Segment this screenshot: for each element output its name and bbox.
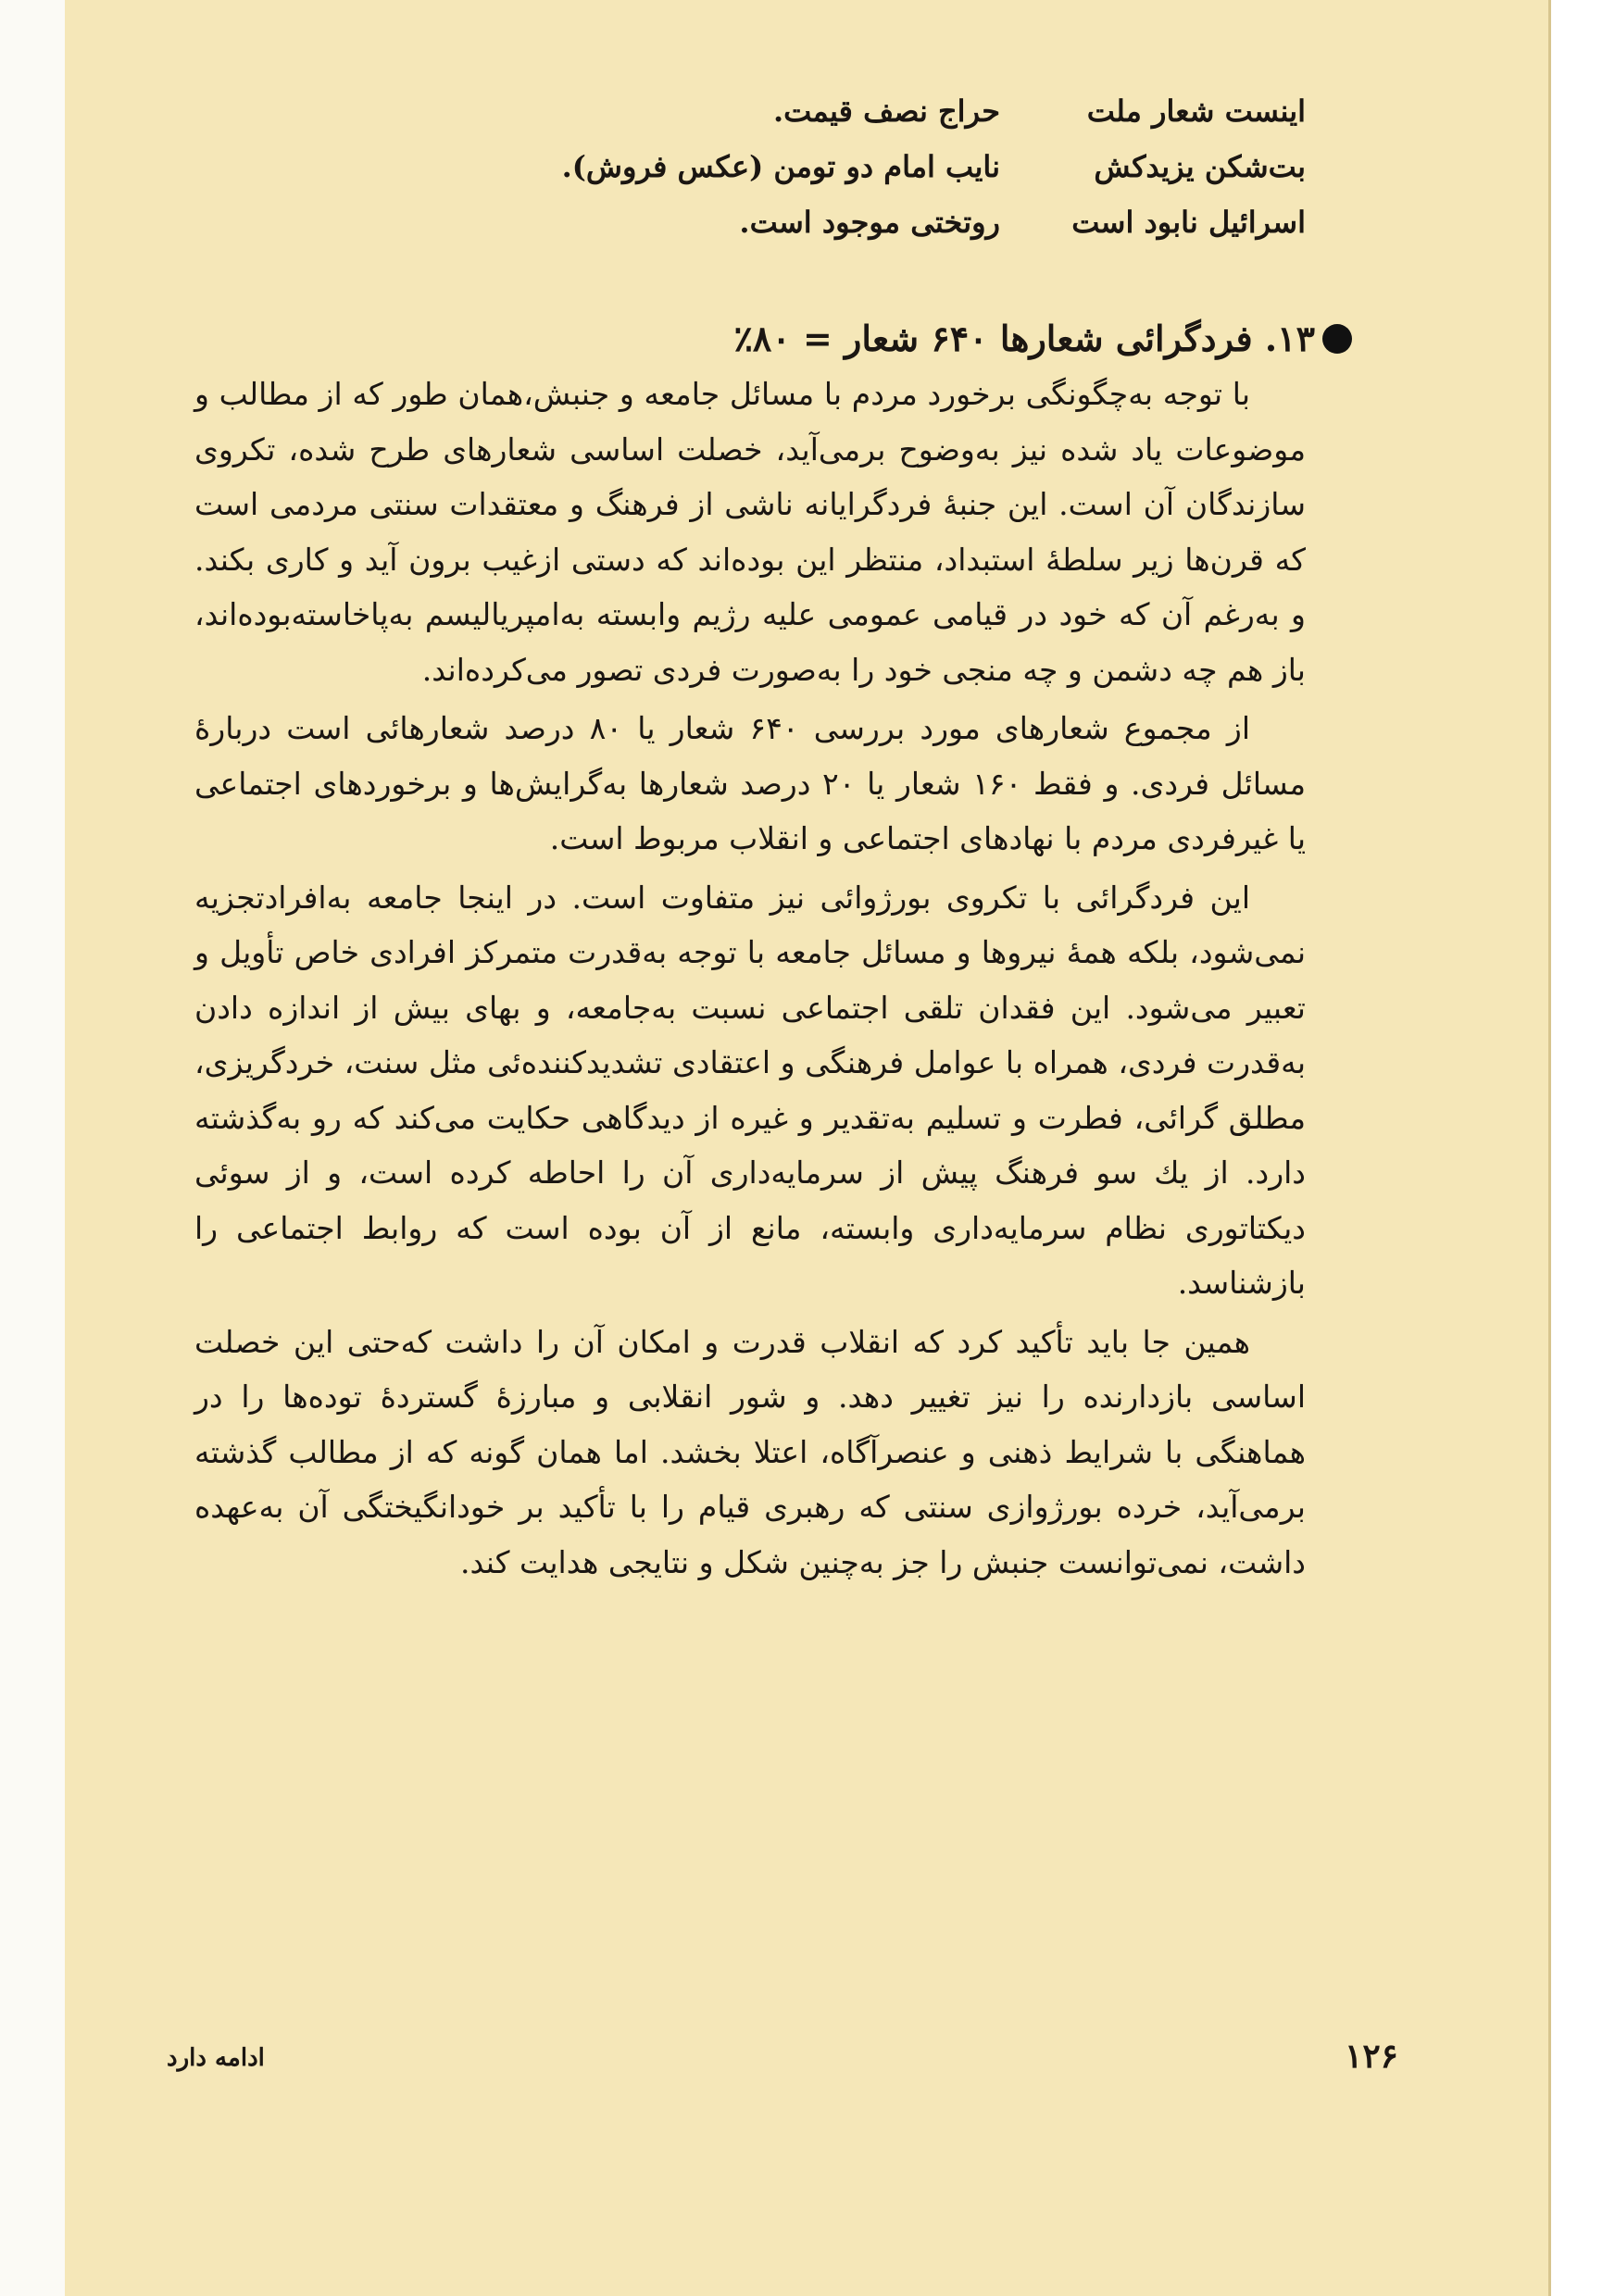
page-content bbox=[194, 83, 1315, 1590]
slogan-first-half: اسرائیل نابود است bbox=[1071, 205, 1306, 240]
slogan-row bbox=[417, 194, 1306, 250]
body-paragraph: این فردگرائی با تکروی بورژوائی نیز متفاوت است. در اینجا جامعه به‌افرادتجزیه نمی‌شود، بلکه همهٔ نیروها و مسائل جامعه با توجه به‌قدرت متمرکز افرادی خاص تأویل و تعبیر می‌شود. این فقدان تلقی اجتماعی نسبت به‌جامعه، و بهای بیش از اندازه دادن به‌قدرت فردی، همراه با عوامل فرهنگی و اعتقادی تشدیدکننده‌ئی مثل سنت، خردگریزی، مطلق گرائی، فطرت و تسلیم به‌تقدیر و غیره از دیدگاهی حکایت می‌کند که رو به‌گذشته دارد. از یك سو فرهنگ پیش از سرمایه‌داری آن را احاطه کرده است، و از سوئی دیکتاتوری نظام سرمایه‌داری وابسته، مانع از آن بوده است که روابط اجتماعی را بازشناسد. bbox=[194, 879, 1306, 1301]
page-footer bbox=[167, 2037, 1398, 2076]
continued-note: ادامه دارد bbox=[167, 2044, 265, 2072]
scan-margin bbox=[0, 0, 65, 2296]
slogan-row bbox=[417, 139, 1306, 194]
slogan-second-half: نایب امام دو تومن (عکس فروش). bbox=[561, 149, 1000, 184]
slogan-second-half: روتختی موجود است. bbox=[739, 205, 1000, 240]
slogan-list bbox=[417, 83, 1306, 250]
body-paragraph: از مجموع شعارهای مورد بررسی ۶۴۰ شعار یا ۸۰ درصد شعارهائی است دربارهٔ مسائل فردی. و فقط ۱۶۰ شعار یا ۲۰ درصد شعارها به‌گرایش‌ها و برخوردهای اجتماعی یا غیرفردی مردم با نهادهای اجتماعی و انقلاب مربوط است. bbox=[194, 710, 1307, 856]
section-heading bbox=[194, 311, 1352, 367]
section-heading-text: ۱۳. فردگرائی شعارها ۶۴۰ شعار = ۸۰٪ bbox=[733, 318, 1315, 359]
body-paragraph: با توجه به‌چگونگی برخورد مردم با مسائل جامعه و جنبش،همان طور که از مطالب و موضوعات یاد شده نیز به‌وضوح برمی‌آید، خصلت اساسی شعارهای طرح شده، تکروی سازندگان آن است. این جنبهٔ فردگرایانه ناشی از فرهنگ و معتقدات سنتی مردمی است که قرن‌ها زیر سلطهٔ استبداد، منتظر این بوده‌اند که دستی ازغیب برون آید و کاری بکند. و به‌رغم آن که خود در قیامی عمومی علیه رژیم وابسته به‌امپریالیسم به‌پاخاسته‌بوده‌اند، باز هم چه دشمن و چه منجی خود را به‌صورت فردی تصور می‌کرده‌اند. bbox=[194, 376, 1306, 688]
slogan-second-half: حراج نصف قیمت. bbox=[772, 94, 1000, 129]
slogan-row bbox=[417, 83, 1306, 139]
slogan-first-half: بت‌شکن یزیدکش bbox=[1094, 149, 1306, 184]
body-paragraph: همین جا باید تأکید کرد که انقلاب قدرت و امکان آن را داشت که‌حتی این خصلت اساسی بازدارنده را نیز تغییر دهد. و شور انقلابی و مبارزهٔ گستردهٔ توده‌ها را در هماهنگی با شرایط ذهنی و عنصرآگاه، اعتلا بخشد. اما همان گونه که از مطالب گذشته برمی‌آید، خرده بورژوازی سنتی که رهبری قیام را با تأکید بر خودانگیختگی آن به‌عهده داشت، نمی‌توانست جنبش را جز به‌چنین شکل و نتایجی هدایت کند. bbox=[194, 1323, 1306, 1580]
page-number: ۱۲۶ bbox=[1344, 2037, 1398, 2076]
bullet-dot-icon bbox=[1322, 324, 1352, 354]
slogan-first-half: اینست شعار ملت bbox=[1086, 94, 1306, 129]
